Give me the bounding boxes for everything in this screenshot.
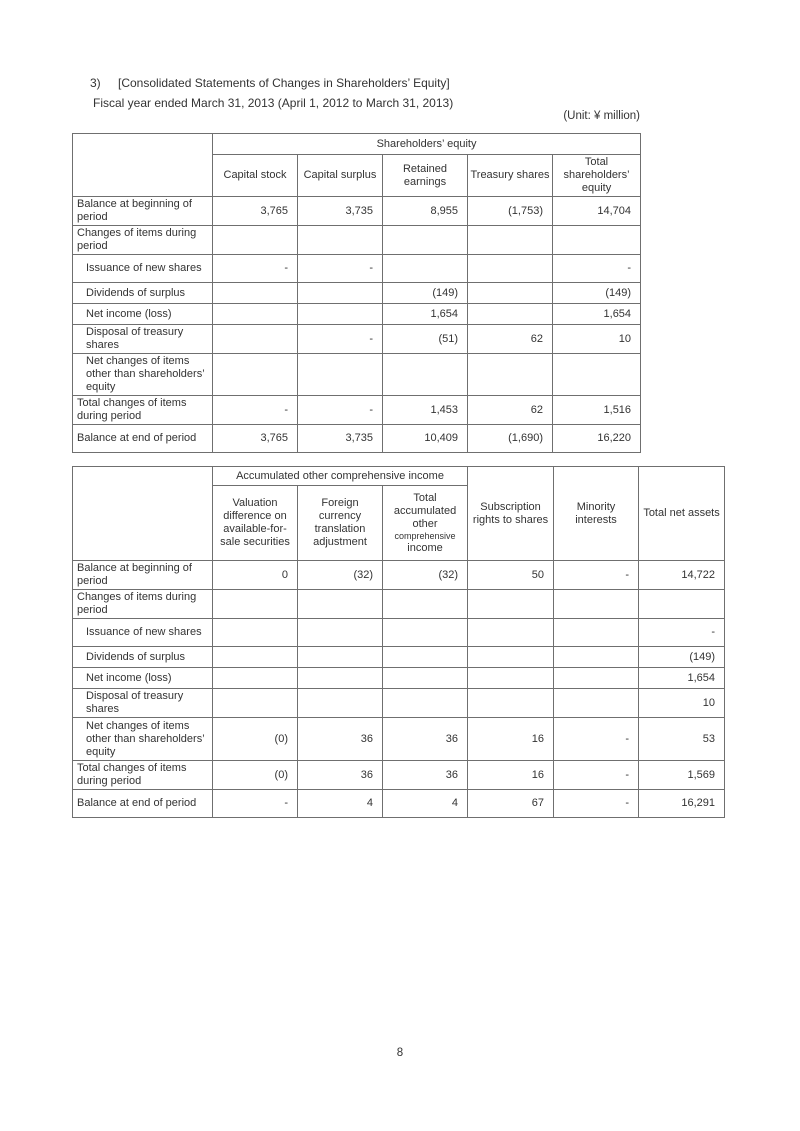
- cell: [468, 255, 553, 283]
- cell: -: [213, 790, 298, 818]
- row-label: Dividends of surplus: [73, 647, 213, 668]
- row-label: Dividends of surplus: [73, 283, 213, 304]
- cell: [213, 647, 298, 668]
- fiscal-year-subheading: Fiscal year ended March 31, 2013 (April 1, 2012 to March 31, 2013): [93, 96, 454, 110]
- cell: 62: [468, 325, 553, 354]
- cell: 10: [639, 689, 725, 718]
- cell: 14,704: [553, 197, 641, 226]
- table-row: [73, 226, 641, 255]
- cell: 16: [468, 718, 554, 761]
- cell: 36: [298, 718, 383, 761]
- cell: [213, 283, 298, 304]
- cell: [468, 354, 553, 396]
- cell: 16,291: [639, 790, 725, 818]
- cell: -: [554, 790, 639, 818]
- cell: 1,516: [553, 396, 641, 425]
- row-label: Net changes of items other than shareholders’ equity: [73, 354, 213, 396]
- shareholders-equity-table: [72, 133, 641, 453]
- row-label: Net income (loss): [73, 304, 213, 325]
- row-label: Net changes of items other than shareholders’ equity: [73, 718, 213, 761]
- row-label: Balance at end of period: [73, 790, 213, 818]
- cell: [468, 647, 554, 668]
- cell: [383, 354, 468, 396]
- row-label: Total changes of items during period: [73, 761, 213, 790]
- cell: 10: [553, 325, 641, 354]
- column-header-total-accumulated-oci: [383, 486, 468, 561]
- page-number: 8: [396, 1047, 404, 1059]
- row-label: Balance at end of period: [73, 425, 213, 453]
- cell: 4: [298, 790, 383, 818]
- table-row: [73, 647, 725, 668]
- row-label: Changes of items during period: [73, 590, 213, 619]
- cell: [554, 647, 639, 668]
- row-label: Net income (loss): [73, 668, 213, 689]
- cell: 3,735: [298, 425, 383, 453]
- cell: 14,722: [639, 561, 725, 590]
- cell: 3,735: [298, 197, 383, 226]
- cell: [298, 590, 383, 619]
- cell: [383, 255, 468, 283]
- cell: [468, 283, 553, 304]
- cell: -: [554, 761, 639, 790]
- cell: -: [553, 255, 641, 283]
- cell: 1,654: [383, 304, 468, 325]
- header-line: income: [407, 541, 443, 554]
- row-label: Balance at beginning of period: [73, 561, 213, 590]
- cell: -: [554, 561, 639, 590]
- unit-note: (Unit: ¥ million): [563, 110, 640, 122]
- cell: [213, 689, 298, 718]
- column-header-valuation-difference: Valuation difference on available-for-sale securities: [213, 486, 298, 561]
- cell: 1,654: [553, 304, 641, 325]
- row-label: Disposal of treasury shares: [73, 689, 213, 718]
- cell: [298, 304, 383, 325]
- table-row: [73, 718, 725, 761]
- cell: -: [639, 619, 725, 647]
- cell: (32): [298, 561, 383, 590]
- cell: [383, 590, 468, 619]
- cell: 3,765: [213, 425, 298, 453]
- cell: [554, 689, 639, 718]
- cell: [213, 590, 298, 619]
- cell: [383, 689, 468, 718]
- cell: 0: [213, 561, 298, 590]
- group-header-shareholders-equity: Shareholders’ equity: [213, 134, 641, 155]
- table-row: [73, 590, 725, 619]
- cell: [468, 590, 554, 619]
- cell: 10,409: [383, 425, 468, 453]
- cell: [554, 668, 639, 689]
- cell: [468, 619, 554, 647]
- row-label: Balance at beginning of period: [73, 197, 213, 226]
- group-header-accumulated-oci: Accumulated other comprehensive income: [213, 467, 468, 486]
- row-label: Issuance of new shares: [73, 255, 213, 283]
- cell: [468, 668, 554, 689]
- net-assets-table: [72, 466, 725, 818]
- column-header-total-net-assets: Total net assets: [639, 467, 725, 561]
- column-header-subscription-rights: Subscription rights to shares: [468, 467, 554, 561]
- cell: [298, 354, 383, 396]
- cell: 36: [383, 761, 468, 790]
- column-header-minority-interests: Minority interests: [554, 467, 639, 561]
- section-number: 3): [90, 76, 101, 90]
- row-label: Changes of items during period: [73, 226, 213, 255]
- cell: (149): [553, 283, 641, 304]
- table-row: [73, 790, 725, 818]
- cell: -: [554, 718, 639, 761]
- cell: [554, 619, 639, 647]
- cell: -: [213, 396, 298, 425]
- column-header-foreign-currency: Foreign currency translation adjustment: [298, 486, 383, 561]
- cell: [298, 689, 383, 718]
- cell: 8,955: [383, 197, 468, 226]
- cell: [213, 304, 298, 325]
- column-header-capital-stock: Capital stock: [213, 155, 298, 197]
- table-row: [73, 761, 725, 790]
- cell: [639, 590, 725, 619]
- header-line: Total accumulated other: [393, 491, 457, 530]
- cell: -: [213, 255, 298, 283]
- cell: (1,753): [468, 197, 553, 226]
- table-row: [73, 283, 641, 304]
- cell: (149): [639, 647, 725, 668]
- cell: 4: [383, 790, 468, 818]
- cell: 36: [298, 761, 383, 790]
- cell: [383, 619, 468, 647]
- table-row: [73, 689, 725, 718]
- table-row: [73, 325, 641, 354]
- cell: 36: [383, 718, 468, 761]
- table-row: [73, 668, 725, 689]
- cell: [213, 325, 298, 354]
- cell: [468, 226, 553, 255]
- cell: [213, 226, 298, 255]
- cell: (51): [383, 325, 468, 354]
- cell: [553, 226, 641, 255]
- cell: [298, 668, 383, 689]
- table-row: [73, 561, 725, 590]
- table-row: [73, 619, 725, 647]
- cell: -: [298, 325, 383, 354]
- cell: (0): [213, 718, 298, 761]
- cell: 1,569: [639, 761, 725, 790]
- cell: -: [298, 396, 383, 425]
- cell: (1,690): [468, 425, 553, 453]
- section-heading: [90, 76, 450, 90]
- column-header-retained-earnings: Retained earnings: [383, 155, 468, 197]
- table-corner-cell: [73, 467, 213, 561]
- table-corner-cell: [73, 134, 213, 197]
- cell: 62: [468, 396, 553, 425]
- cell: [383, 647, 468, 668]
- table-row: [73, 425, 641, 453]
- cell: [213, 354, 298, 396]
- cell: 67: [468, 790, 554, 818]
- cell: 53: [639, 718, 725, 761]
- table-row: [73, 396, 641, 425]
- cell: 1,453: [383, 396, 468, 425]
- row-label: Total changes of items during period: [73, 396, 213, 425]
- cell: [554, 590, 639, 619]
- cell: (32): [383, 561, 468, 590]
- column-header-capital-surplus: Capital surplus: [298, 155, 383, 197]
- cell: 50: [468, 561, 554, 590]
- cell: 16,220: [553, 425, 641, 453]
- cell: [213, 668, 298, 689]
- row-label: Disposal of treasury shares: [73, 325, 213, 354]
- header-line-small: comprehensive: [394, 530, 456, 541]
- table-row: [73, 197, 641, 226]
- cell: [383, 668, 468, 689]
- cell: [383, 226, 468, 255]
- cell: [298, 283, 383, 304]
- column-header-total-shareholders-equity: Total shareholders’ equity: [553, 155, 641, 197]
- row-label: Issuance of new shares: [73, 619, 213, 647]
- cell: (0): [213, 761, 298, 790]
- table-row: [73, 304, 641, 325]
- cell: -: [298, 255, 383, 283]
- column-header-treasury-shares: Treasury shares: [468, 155, 553, 197]
- table-row: [73, 354, 641, 396]
- cell: 3,765: [213, 197, 298, 226]
- cell: [553, 354, 641, 396]
- cell: [468, 689, 554, 718]
- cell: 1,654: [639, 668, 725, 689]
- cell: (149): [383, 283, 468, 304]
- cell: [298, 226, 383, 255]
- cell: 16: [468, 761, 554, 790]
- cell: [298, 619, 383, 647]
- cell: [213, 619, 298, 647]
- table-row: [73, 255, 641, 283]
- cell: [298, 647, 383, 668]
- section-title: [Consolidated Statements of Changes in Shareholders’ Equity]: [118, 76, 450, 90]
- cell: [468, 304, 553, 325]
